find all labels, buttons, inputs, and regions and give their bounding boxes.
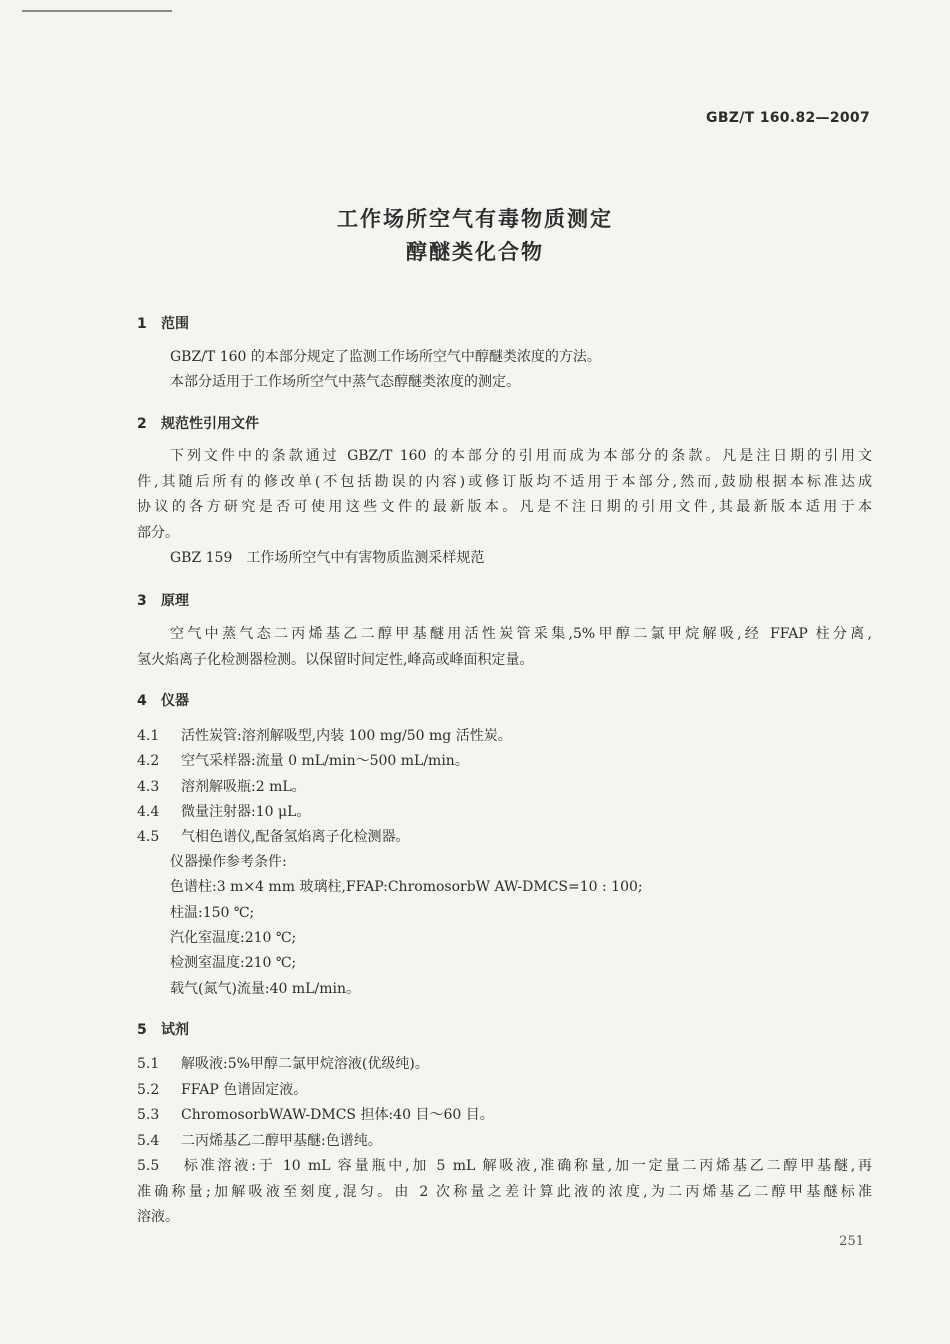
section-title: 仪器: [161, 693, 189, 709]
section-heading: [137, 413, 259, 433]
paragraph-line: 氢火焰离子化检测器检测。以保留时间定性,峰高或峰面积定量。: [137, 652, 534, 668]
paragraph-line: 协议的各方研究是否可使用这些文件的最新版本。凡是不注日期的引用文件,其最新版本适用于本: [137, 499, 872, 515]
paragraph-line: 下列文件中的条款通过 GBZ/T 160 的本部分的引用而成为本部分的条款。凡是注日期的引用文: [170, 448, 872, 464]
item-text: 微量注射器:10 μL。: [181, 804, 311, 820]
item-number: 4.2: [137, 753, 160, 769]
condition-line: 检测室温度:210 ℃;: [170, 955, 297, 971]
item-number: 5.2: [137, 1082, 160, 1098]
list-item: [137, 827, 409, 847]
list-item: [137, 802, 310, 822]
item-number: 5.5: [137, 1158, 160, 1174]
list-item: [137, 1156, 872, 1176]
item-number: 5.1: [137, 1056, 160, 1072]
condition-line: 柱温:150 ℃;: [170, 905, 255, 921]
paragraph-line: 件,其随后所有的修改单(不包括勘误的内容)或修订版均不适用于本部分,然而,鼓励根据本标准达成: [137, 474, 872, 490]
item-number: 4.3: [137, 779, 160, 795]
item-text: 标准溶液:于 10 mL 容量瓶中,加 5 mL 解吸液,准确称量,加一定量二丙烯基乙二醇甲基醚,再: [181, 1158, 872, 1174]
item-text: 活性炭管:溶剂解吸型,内装 100 mg/50 mg 活性炭。: [181, 728, 512, 744]
section-number: 5: [137, 1022, 147, 1038]
document-code: GBZ/T 160.82—2007: [706, 110, 870, 126]
condition-line: 仪器操作参考条件:: [170, 854, 287, 870]
top-rule: [22, 10, 172, 12]
item-number: 5.3: [137, 1107, 160, 1123]
list-item: [137, 1105, 494, 1125]
list-item: [137, 1080, 307, 1100]
section-number: 2: [137, 416, 147, 432]
item-text: 溶剂解吸瓶:2 mL。: [181, 779, 306, 795]
list-item: [137, 777, 306, 797]
paragraph-line: 空气中蒸气态二丙烯基乙二醇甲基醚用活性炭管采集,5%甲醇二氯甲烷解吸,经 FFAP 柱分离,: [170, 626, 872, 642]
condition-line: 汽化室温度:210 ℃;: [170, 930, 297, 946]
section-title: 规范性引用文件: [161, 416, 259, 432]
section-number: 4: [137, 693, 147, 709]
list-item: [137, 1054, 429, 1074]
item-text: 二丙烯基乙二醇甲基醚:色谱纯。: [181, 1133, 382, 1149]
paragraph-line: 部分。: [137, 525, 179, 541]
title-line-2: 醇醚类化合物: [406, 240, 544, 264]
item-text: FFAP 色谱固定液。: [181, 1082, 308, 1098]
paragraph-line: 本部分适用于工作场所空气中蒸气态醇醚类浓度的测定。: [170, 374, 520, 390]
condition-line: 色谱柱:3 m×4 mm 玻璃柱,FFAP:ChromosorbW AW-DMCS=10 : 100;: [170, 879, 643, 895]
section-title: 试剂: [161, 1022, 189, 1038]
section-number: 1: [137, 316, 147, 332]
section-heading: [137, 313, 189, 333]
section-heading: [137, 590, 189, 610]
paragraph-line: GBZ/T 160 的本部分规定了监测工作场所空气中醇醚类浓度的方法。: [170, 349, 601, 365]
section-number: 3: [137, 593, 147, 609]
page-number: 251: [839, 1234, 864, 1249]
paragraph-line: 准确称量;加解吸液至刻度,混匀。由 2 次称量之差计算此液的浓度,为二丙烯基乙二醇甲基醚标准: [137, 1184, 872, 1200]
item-number: 4.5: [137, 829, 160, 845]
item-number: 5.4: [137, 1133, 160, 1149]
item-text: 气相色谱仪,配备氢焰离子化检测器。: [181, 829, 410, 845]
item-text: 空气采样器:流量 0 mL/min～500 mL/min。: [181, 753, 469, 769]
title-line-1: 工作场所空气有毒物质测定: [337, 207, 613, 231]
section-heading: [137, 1019, 189, 1039]
list-item: [137, 751, 469, 771]
item-text: ChromosorbWAW-DMCS 担体:40 目～60 目。: [181, 1107, 494, 1123]
item-text: 解吸液:5%甲醇二氯甲烷溶液(优级纯)。: [181, 1056, 429, 1072]
item-number: 4.4: [137, 804, 160, 820]
reference-entry: GBZ 159 工作场所空气中有害物质监测采样规范: [170, 550, 485, 566]
item-number: 4.1: [137, 728, 160, 744]
section-title: 范围: [161, 316, 189, 332]
list-item: [137, 1131, 382, 1151]
paragraph-line: 溶液。: [137, 1209, 179, 1225]
condition-line: 载气(氮气)流量:40 mL/min。: [170, 981, 360, 997]
list-item: [137, 726, 512, 746]
section-heading: [137, 690, 189, 710]
section-title: 原理: [161, 593, 189, 609]
